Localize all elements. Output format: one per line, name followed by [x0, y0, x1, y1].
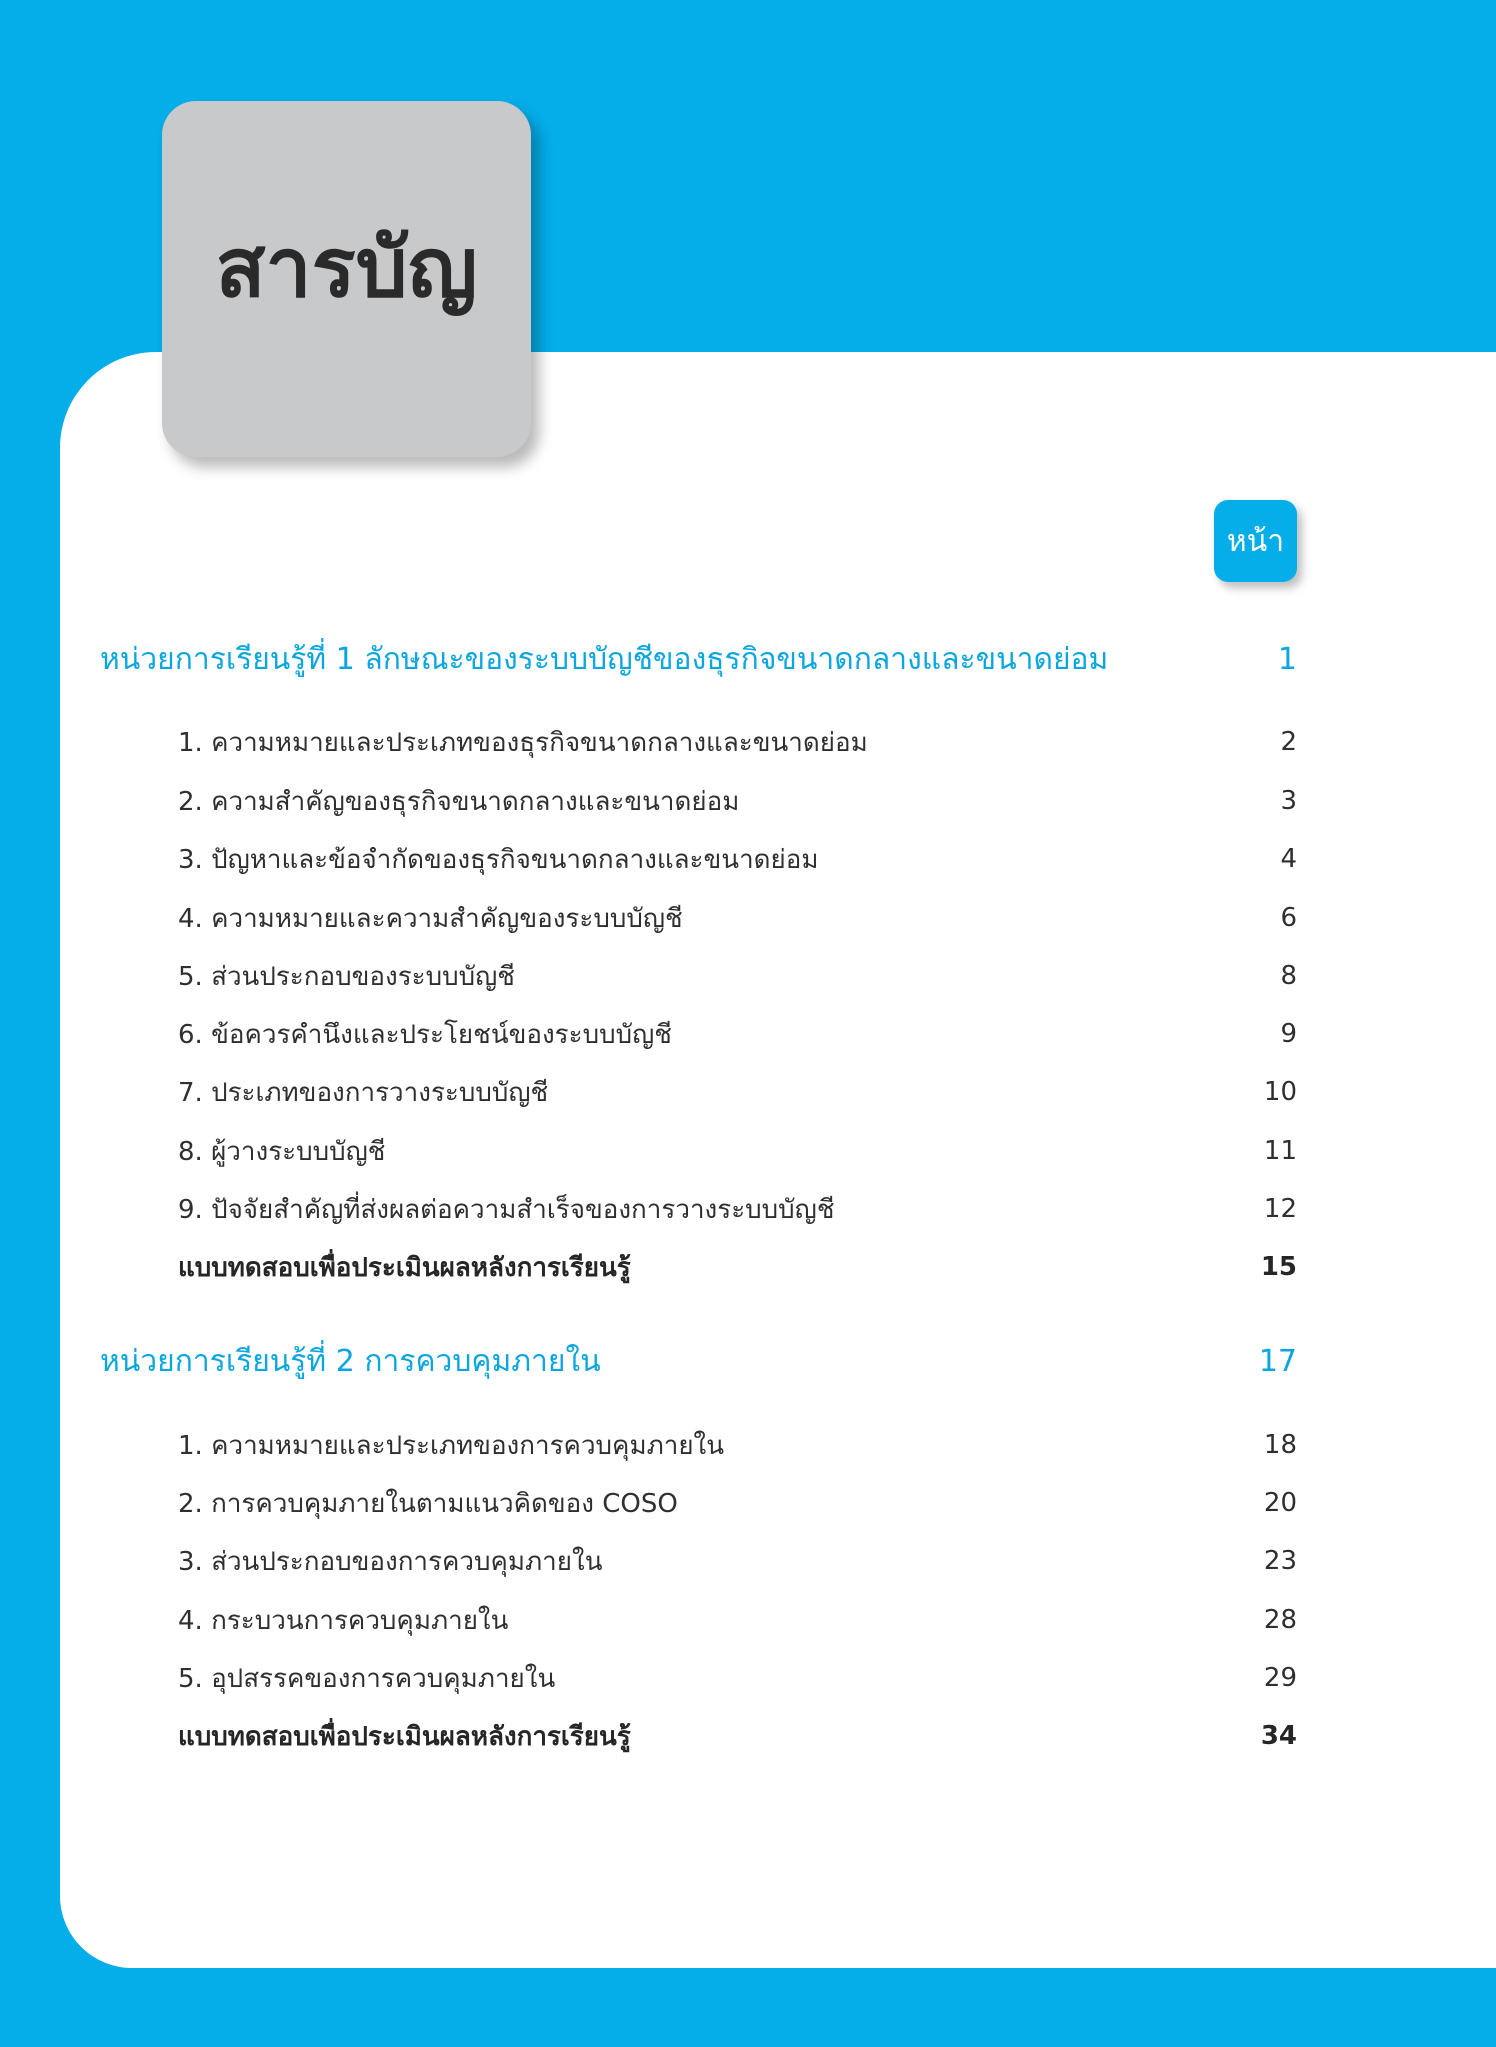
page-column-label: หน้า — [1226, 523, 1285, 559]
toc-item-label: 9. ปัจจัยสำคัญที่ส่งผลต่อความสำเร็จของการวางระบบบัญชี — [178, 1194, 835, 1225]
toc-item-page: 10 — [1263, 1077, 1297, 1107]
toc-unit-1[interactable] — [100, 634, 1297, 684]
toc-item[interactable] — [178, 779, 1297, 823]
toc-item-label: 3. ปัญหาและข้อจำกัดของธุรกิจขนาดกลางและขนาดย่อม — [178, 844, 819, 875]
toc-item[interactable] — [178, 1187, 1297, 1231]
toc-unit-label: หน่วยการเรียนรู้ที่ 1 ลักษณะของระบบบัญชีของธุรกิจขนาดกลางและขนาดย่อม — [100, 641, 1109, 677]
toc-item[interactable] — [178, 1656, 1297, 1700]
toc-item-label: 7. ประเภทของการวางระบบบัญชี — [178, 1077, 549, 1108]
toc-test-item[interactable] — [178, 1245, 1297, 1289]
toc-item[interactable] — [178, 1070, 1297, 1114]
toc-unit-page: 1 — [1277, 641, 1297, 677]
toc-item[interactable] — [178, 1539, 1297, 1583]
toc-item-label: 6. ข้อควรคำนึงและประโยชน์ของระบบบัญชี — [178, 1019, 672, 1050]
toc-test-page: 34 — [1260, 1721, 1297, 1751]
toc-item-page: 28 — [1263, 1605, 1297, 1635]
toc-item-label: 1. ความหมายและประเภทของการควบคุมภายใน — [178, 1430, 725, 1461]
toc-item[interactable] — [178, 1012, 1297, 1056]
page-column-badge — [1214, 500, 1297, 582]
toc-item-page: 18 — [1263, 1430, 1297, 1460]
toc-unit-page: 17 — [1258, 1343, 1297, 1379]
toc-test-label: แบบทดสอบเพื่อประเมินผลหลังการเรียนรู้ — [178, 1252, 631, 1283]
toc-item[interactable] — [178, 896, 1297, 940]
toc-test-label: แบบทดสอบเพื่อประเมินผลหลังการเรียนรู้ — [178, 1721, 631, 1752]
toc-item-page: 8 — [1280, 961, 1297, 991]
toc-item-page: 4 — [1280, 844, 1297, 874]
toc-unit-2[interactable] — [100, 1336, 1297, 1386]
toc-item-label: 2. การควบคุมภายในตามแนวคิดของ COSO — [178, 1488, 678, 1519]
toc-item-page: 23 — [1263, 1546, 1297, 1576]
toc-item-page: 29 — [1263, 1663, 1297, 1693]
toc-item[interactable] — [178, 1129, 1297, 1173]
toc-item-page: 6 — [1280, 903, 1297, 933]
toc-item[interactable] — [178, 720, 1297, 764]
toc-item-page: 3 — [1280, 786, 1297, 816]
toc-item-page: 2 — [1280, 727, 1297, 757]
toc-item-page: 11 — [1263, 1136, 1297, 1166]
toc-item[interactable] — [178, 954, 1297, 998]
toc-item-page: 20 — [1263, 1488, 1297, 1518]
toc-item-label: 4. ความหมายและความสำคัญของระบบบัญชี — [178, 903, 683, 934]
toc-item-page: 12 — [1263, 1194, 1297, 1224]
toc-item-label: 3. ส่วนประกอบของการควบคุมภายใน — [178, 1546, 603, 1577]
toc-item-page: 9 — [1280, 1019, 1297, 1049]
toc-item-label: 5. ส่วนประกอบของระบบบัญชี — [178, 961, 515, 992]
toc-item[interactable] — [178, 1423, 1297, 1467]
toc-item[interactable] — [178, 1481, 1297, 1525]
toc-unit-label: หน่วยการเรียนรู้ที่ 2 การควบคุมภายใน — [100, 1343, 601, 1379]
toc-test-page: 15 — [1260, 1252, 1297, 1282]
page-title: สารบัญ — [215, 221, 478, 316]
toc-item-label: 8. ผู้วางระบบบัญชี — [178, 1136, 386, 1167]
title-box — [162, 101, 531, 457]
toc-item[interactable] — [178, 1598, 1297, 1642]
toc-test-item[interactable] — [178, 1714, 1297, 1758]
toc-item-label: 4. กระบวนการควบคุมภายใน — [178, 1605, 509, 1636]
toc-item-label: 2. ความสำคัญของธุรกิจขนาดกลางและขนาดย่อม — [178, 786, 740, 817]
toc-item-label: 5. อุปสรรคของการควบคุมภายใน — [178, 1663, 556, 1694]
toc-item-label: 1. ความหมายและประเภทของธุรกิจขนาดกลางและขนาดย่อม — [178, 727, 868, 758]
toc-item[interactable] — [178, 837, 1297, 881]
